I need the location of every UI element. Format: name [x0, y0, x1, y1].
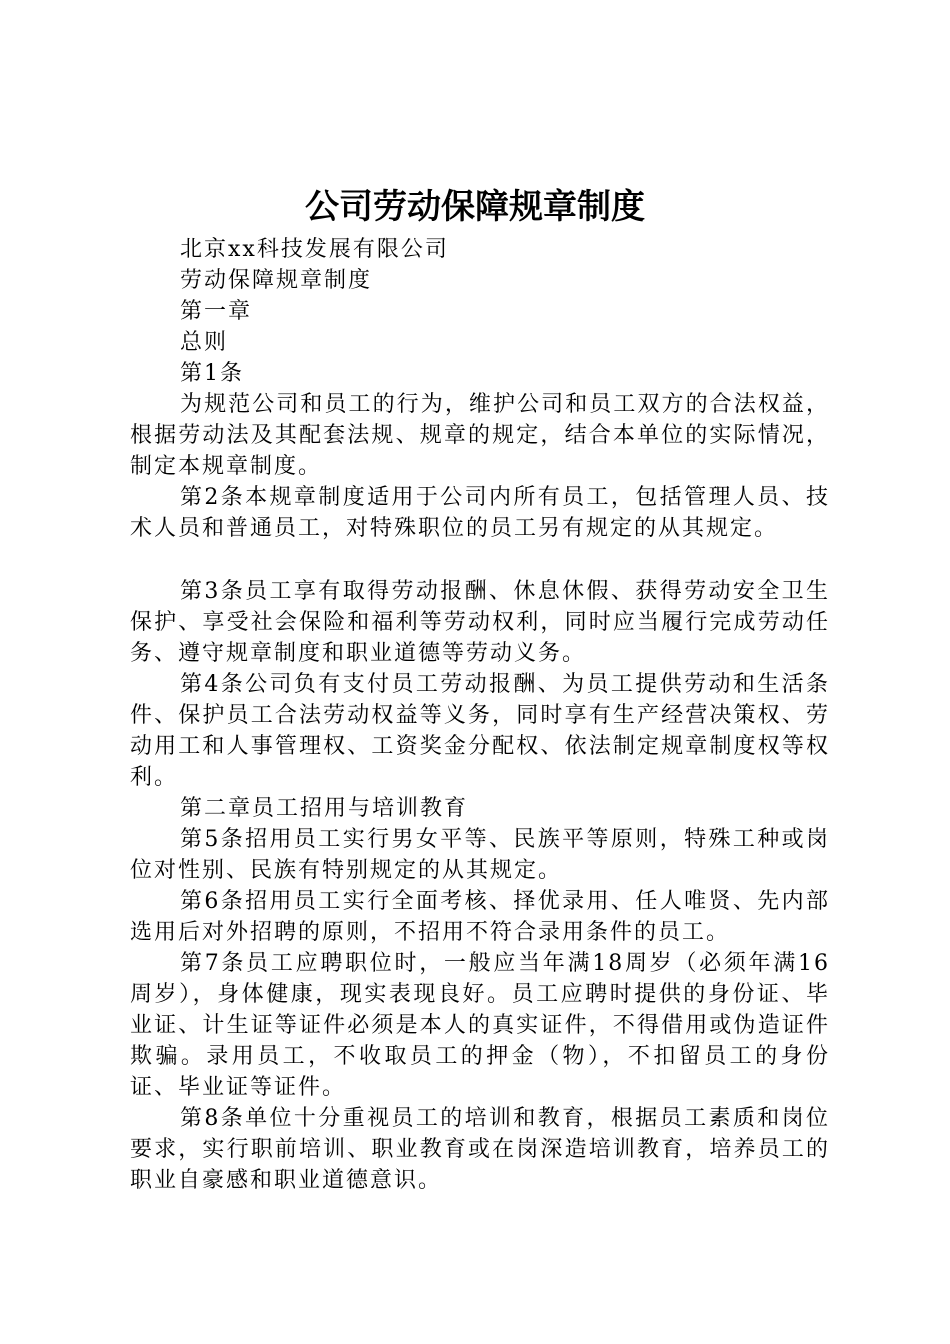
document-title: 公司劳动保障规章制度 [305, 187, 645, 227]
paragraph: 第5条招用员工实行男女平等、民族平等原则，特殊工种或岗位对性别、民族有特别规定的从其规定。 [130, 827, 830, 883]
paragraph: 第6条招用员工实行全面考核、择优录用、任人唯贤、先内部选用后对外招聘的原则，不招用不符合录用条件的员工。 [130, 889, 830, 945]
paragraph: 第2条本规章制度适用于公司内所有员工，包括管理人员、技术人员和普通员工，对特殊职位的员工另有规定的从其规定。 [130, 485, 830, 541]
paragraph: 第7条员工应聘职位时，一般应当年满18周岁（必须年满16周岁），身体健康，现实表现良好。员工应聘时提供的身份证、毕业证、计生证等证件必须是本人的真实证件，不得借用或伪造证件欺骗。录用员工，不收取员工的押金（物），不扣留员工的身份证、毕业证等证件。 [130, 951, 830, 1100]
paragraph-spacer [130, 544, 830, 576]
paragraph: 为规范公司和员工的行为，维护公司和员工双方的合法权益，根据劳动法及其配套法规、规章的规定，结合本单位的实际情况，制定本规章制度。 [130, 392, 830, 479]
chapter-heading: 第二章员工招用与培训教育 [180, 796, 469, 821]
chapter-title: 总则 [180, 330, 229, 355]
regulation-name: 劳动保障规章制度 [180, 268, 373, 293]
chapter-heading: 第一章 [180, 299, 253, 324]
paragraph: 第4条公司负有支付员工劳动报酬、为员工提供劳动和生活条件、保护员工合法劳动权益等义务，同时享有生产经营决策权、劳动用工和人事管理权、工资奖金分配权、依法制定规章制度权等权利。 [130, 672, 830, 790]
article-number: 第1条 [180, 361, 244, 386]
document-body [130, 234, 830, 1196]
paragraph: 第8条单位十分重视员工的培训和教育，根据员工素质和岗位要求，实行职前培训、职业教育或在岗深造培训教育，培养员工的职业自豪感和职业道德意识。 [130, 1106, 830, 1193]
company-name: 北京xx科技发展有限公司 [180, 237, 449, 262]
paragraph: 第3条员工享有取得劳动报酬、休息休假、获得劳动安全卫生保护、享受社会保险和福利等劳动权利，同时应当履行完成劳动任务、遵守规章制度和职业道德等劳动义务。 [130, 579, 830, 666]
